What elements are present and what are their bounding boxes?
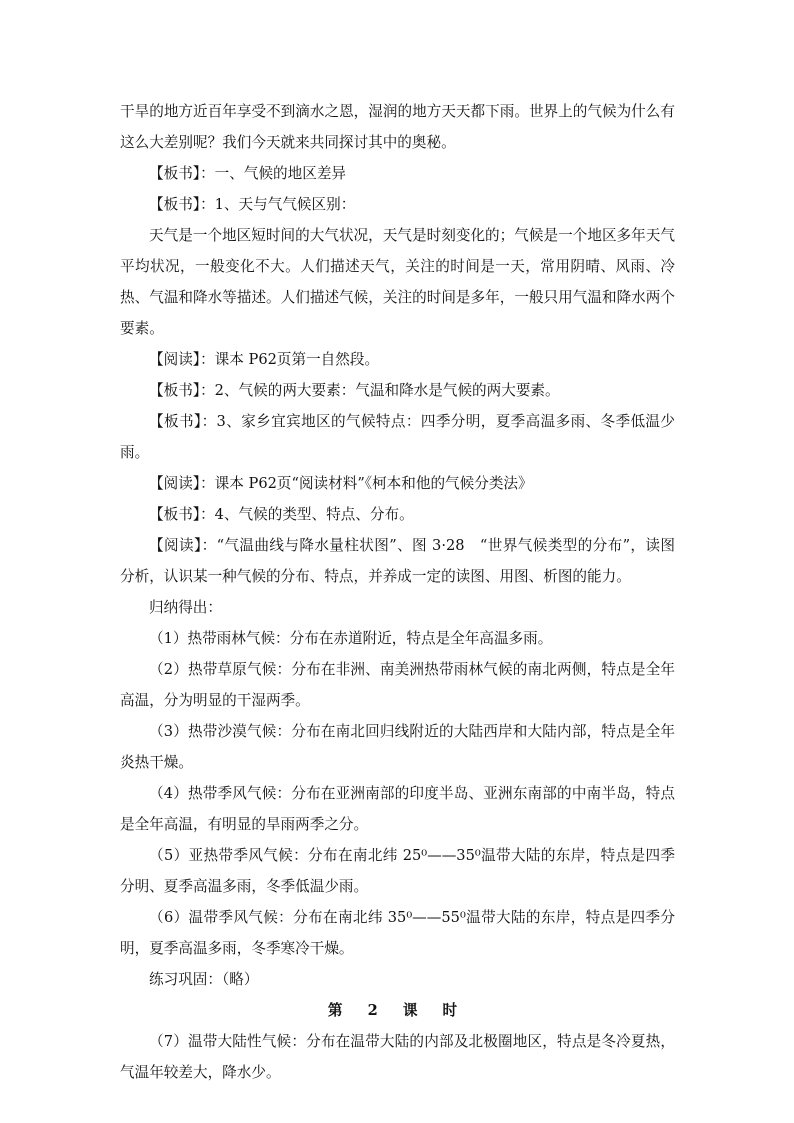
paragraph-reading-1: 【阅读】：课本 P62页第一自然段。 bbox=[149, 351, 380, 368]
document-body bbox=[120, 96, 675, 1088]
list-item-climate-4: （4）热带季风气候：分布在亚洲南部的印度半岛、亚洲东南部的中南半岛，特点是全年高温，有明显的旱雨两季之分。 bbox=[120, 785, 675, 833]
paragraph-reading-3: 【阅读】：“气温曲线与降水量柱状图”、图 3·28 “世界气候类型的分布”，读图分析，认识某一种气候的分布、特点，并养成一定的读图、用图、析图的能力。 bbox=[120, 537, 675, 585]
paragraph-practice: 练习巩固：（略） bbox=[149, 971, 259, 988]
paragraph-summary: 归纳得出： bbox=[149, 599, 222, 616]
paragraph-board-2: 【板书】：1、天与气气候区别： bbox=[149, 196, 356, 213]
list-item-climate-7: （7）温带大陆性气候：分布在温带大陆的内部及北极圈地区，特点是冬冷夏热，气温年较差大，降水少。 bbox=[120, 1033, 675, 1081]
list-item-climate-5: （5）亚热带季风气候：分布在南北纬 25⁰——35⁰温带大陆的东岸，特点是四季分明、夏季高温多雨，冬季低温少雨。 bbox=[120, 847, 675, 895]
list-item-climate-3: （3）热带沙漠气候：分布在南北回归线附近的大陆西岸和大陆内部，特点是全年炎热干燥。 bbox=[120, 723, 675, 771]
list-item-climate-6: （6）温带季风气候：分布在南北纬 35⁰——55⁰温带大陆的东岸，特点是四季分明，夏季高温多雨，冬季寒冷干燥。 bbox=[120, 909, 675, 957]
paragraph-weather-climate: 天气是一个地区短时间的大气状况，天气是时刻变化的；气候是一个地区多年天气平均状况，一般变化不大。人们描述天气，关注的时间是一天，常用阴晴、风雨、冷热、气温和降水等描述。人们描述气候，关注的时间是多年，一般只用气温和降水两个要素。 bbox=[120, 227, 675, 337]
list-item-climate-2: （2）热带草原气候：分布在非洲、南美洲热带雨林气候的南北两侧，特点是全年高温，分为明显的干湿两季。 bbox=[120, 661, 675, 709]
paragraph-reading-2: 【阅读】：课本 P62页“阅读材料”《柯本和他的气候分类法》 bbox=[149, 475, 533, 492]
list-item-climate-1: （1）热带雨林气候：分布在赤道附近，特点是全年高温多雨。 bbox=[149, 630, 553, 647]
lesson-heading: 第 2 课 时 bbox=[327, 1002, 468, 1019]
paragraph-intro: 干旱的地方近百年享受不到滴水之恩，湿润的地方天天都下雨。世界上的气候为什么有这么大差别呢？我们今天就来共同探讨其中的奥秘。 bbox=[120, 103, 675, 151]
paragraph-board-3: 【板书】：2、气候的两大要素：气温和降水是气候的两大要素。 bbox=[149, 382, 560, 399]
paragraph-board-4: 【板书】：3、家乡宜宾地区的气候特点：四季分明，夏季高温多雨、冬季低温少雨。 bbox=[120, 413, 675, 461]
paragraph-board-5: 【板书】：4、气候的类型、特点、分布。 bbox=[149, 506, 414, 523]
paragraph-board-1: 【板书】：一、气候的地区差异 bbox=[149, 165, 347, 182]
